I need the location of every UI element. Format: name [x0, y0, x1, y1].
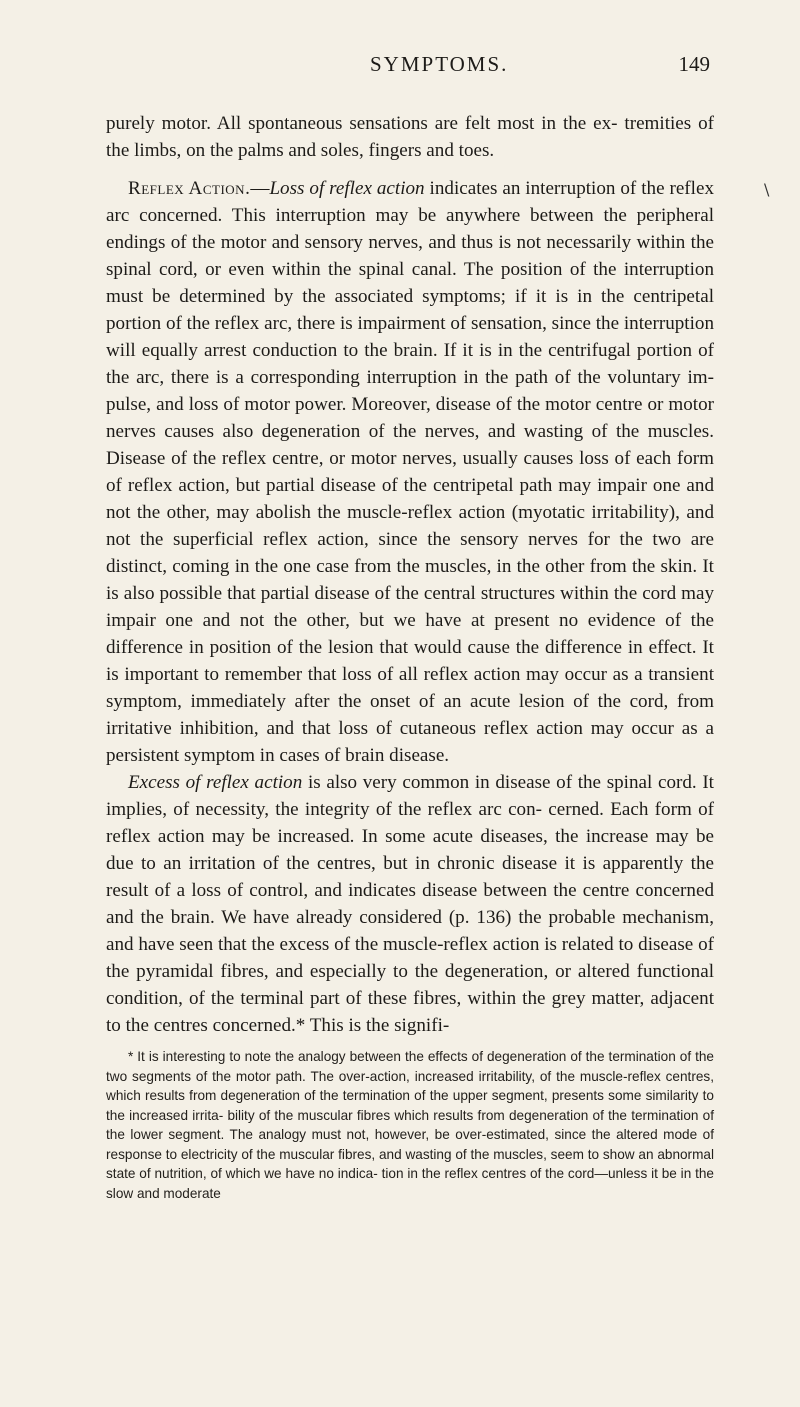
margin-mark: \ [764, 180, 770, 199]
body-text [106, 110, 714, 1039]
page-number: 149 [678, 52, 710, 76]
paragraph-text: is also very common in disease of the spinal cord. It implies, of necessity, the integrity of the reflex arc con- cerned. Each form of reflex action may be increased. In some acute diseases, the increase may be due to an irritation of the centres, but in chronic disease it is apparently the result of a loss of control, and indicates disease between the centre concerned and the brain. We have already considered (p. 136) the probable mechanism, and have seen that the excess of the muscle-reflex action is related to disease of the pyramidal fibres, and especially to the degeneration, or altered functional condition, of the terminal part of these fibres, within the grey matter, adjacent to the centres concerned.* This is the signifi- [106, 772, 714, 1036]
footnote: * It is interesting to note the analogy between the effects of degeneration of the termination of the two segments of the motor path. The over-action, increased irritability, of the muscle-reflex centres, which results from degeneration of the termination of the upper segment, presents some similarity to the increased irrita- bility of the muscular fibres which results from degeneration of the termination of the lower segment. The analogy must not, however, be over-estimated, since the altered mode of response to electricity of the muscular fibres, and wasting of the muscles, seem to show an abnormal state of nutrition, of which we have no indica- tion in the reflex centres of the cord—unless it be in the slow and moderate [106, 1049, 714, 1201]
paragraph-continuation: purely motor. All spontaneous sensations are felt most in the ex- tremities of the limbs, on the palms and soles, fingers and toes. [106, 113, 714, 161]
italic-phrase-excess: Excess of reflex action [128, 772, 303, 793]
heading-dash: — [250, 178, 270, 199]
running-title: SYMPTOMS. [370, 52, 509, 76]
paragraph-reflex-action [106, 175, 714, 769]
italic-phrase-loss: Loss of reflex action [269, 178, 425, 199]
running-head [110, 52, 710, 82]
paragraph-excess-reflex [106, 769, 714, 1039]
paragraph-text: indicates an interruption of the reflex arc concerned. This interruption may be anywhere between the peripheral endings of the motor and sensory nerves, and thus is not necessarily within the spinal cord, or even within the spinal canal. The position of the interruption must be determined by the associated symptoms; if it is in the centripetal portion of the reflex arc, there is impairment of sensation, since the interruption will equally arrest conduction to the brain. If it is in the centrifugal portion of the arc, there is a corresponding interruption in the path of the voluntary im- pulse, and loss of motor power. Moreover, disease of the motor centre or motor nerves causes also degeneration of the nerves, and wasting of the muscles. Disease of the reflex centre, or motor nerves, usually causes loss of each form of reflex action, but partial disease of the centripetal path may impair one and not the other, may abolish the muscle-reflex action (myotatic irritability), and not the superficial reflex action, since the sensory nerves for the two are distinct, coming in the one case from the muscles, in the other from the skin. It is also possible that partial disease of the central structures within the cord may impair one and not the other, but we have at present no evidence of the difference in position of the lesion that would cause the difference in effect. It is important to remember that loss of all reflex action may occur as a transient symptom, immediately after the onset of an acute lesion of the cord, from irritative inhibition, and that loss of cutaneous reflex action may occur as a persistent symptom in cases of brain disease. [106, 178, 714, 766]
section-heading: Reflex Action. [128, 178, 251, 199]
